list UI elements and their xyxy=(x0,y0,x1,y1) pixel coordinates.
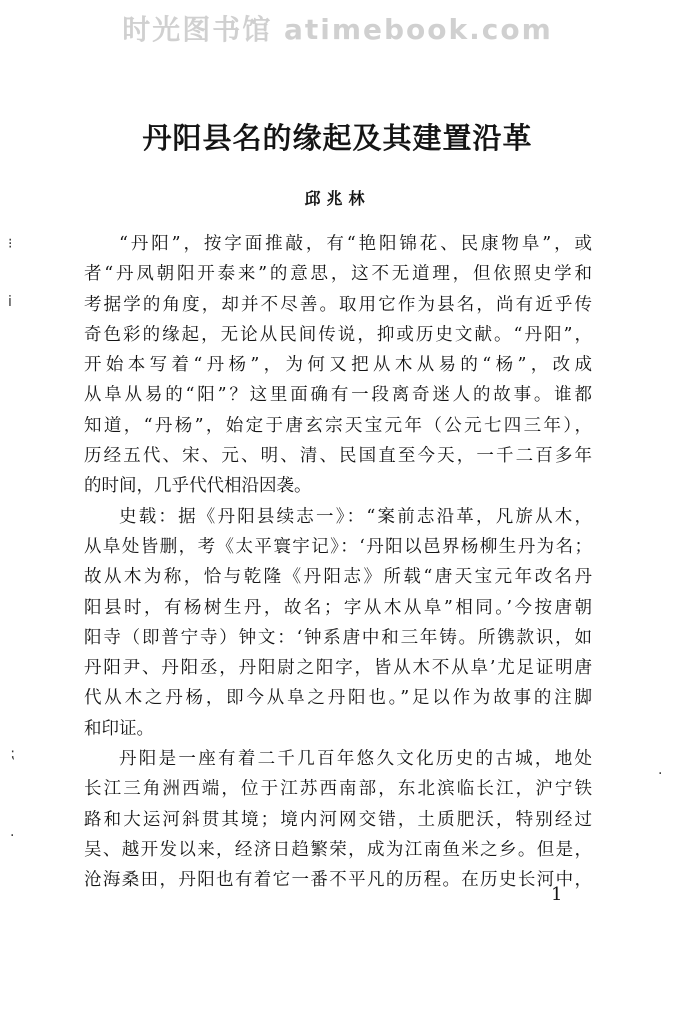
text-line: 从阜处皆删，考《太平寰宇记》：‘丹阳以邑界杨柳生丹为名； xyxy=(84,536,592,557)
text-line: 考据学的角度，却并不尽善。取用它作为县名，尚有近乎传 xyxy=(84,294,592,315)
text-line: 阳县时，有杨树生丹，故名；字从木从阜”相同。’今按唐朝 xyxy=(84,597,592,618)
text-line: 代从木之丹杨，即今从阜之丹阳也。”足以作为故事的注脚 xyxy=(84,688,592,709)
watermark: 时光图书馆 atimebook.com xyxy=(122,13,553,46)
text-line: 阳寺（即普宁寺）钟文：‘钟系唐中和三年铸。所镌款识，如 xyxy=(84,627,592,648)
margin-mark: ⁝ xyxy=(8,236,13,252)
text-line: 史载：据《丹阳县续志一》：“案前志沿革，凡旂从木， xyxy=(119,506,592,527)
margin-mark: ⁏ xyxy=(10,746,15,762)
text-line: 从阜从易的“阳”？这里面确有一段离奇迷人的故事。谁都 xyxy=(84,385,592,406)
paragraph-3 xyxy=(84,744,592,895)
text-line: 故从木为称，恰与乾隆《丹阳志》所载“唐天宝元年改名丹 xyxy=(84,567,592,588)
text-line: 吴、越开发以来，经济日趋繁荣，成为江南鱼米之乡。但是， xyxy=(84,839,592,860)
text-line: 丹阳尹、丹阳丞，丹阳尉之阳字，皆从木不从阜’尤足证明唐 xyxy=(84,658,592,679)
text-line: 奇色彩的缘起，无论从民间传说，抑或历史文献。“丹阳”， xyxy=(84,324,592,345)
text-line: 长江三角洲西端，位于江苏西南部，东北滨临长江，沪宁铁 xyxy=(84,779,592,800)
text-line: 路和大运河斜贯其境；境内河网交错，土质肥沃，特别经过 xyxy=(84,809,592,830)
text-line: 开始本写着“丹杨”，为何又把从木从易的“杨”，改成 xyxy=(84,355,592,376)
text-line: “丹阳”，按字面推敲，有“艳阳锦花、民康物阜”，或 xyxy=(119,234,592,254)
page-number: 1 xyxy=(551,884,563,905)
article-body xyxy=(84,229,592,896)
article-title: 丹阳县名的缘起及其建置沿革 xyxy=(142,121,533,155)
text-line: 和印证。 xyxy=(84,718,154,739)
margin-mark: ⅰ xyxy=(8,294,12,310)
text-line: 历经五代、宋、元、明、清、民国直至今天，一千二百多年 xyxy=(84,446,592,467)
margin-mark: · xyxy=(658,766,663,782)
text-line: 丹阳是一座有着二千几百年悠久文化历史的古城，地处 xyxy=(119,749,592,770)
paragraph-2 xyxy=(84,502,592,744)
author-name: 邱兆林 xyxy=(304,189,371,208)
text-line: 的时间，几乎代代相沿因袭。 xyxy=(84,476,312,497)
text-line: 沧海桑田，丹阳也有着它一番不平凡的历程。在历史长河中， xyxy=(84,870,592,891)
text-line: 知道，“丹杨”，始定于唐玄宗天宝元年（公元七四三年）， xyxy=(84,415,592,436)
text-line: 者“丹凤朝阳开泰来”的意思，这不无道理，但依照史学和 xyxy=(84,264,592,285)
margin-mark: · xyxy=(10,828,15,844)
paragraph-1 xyxy=(84,229,592,502)
